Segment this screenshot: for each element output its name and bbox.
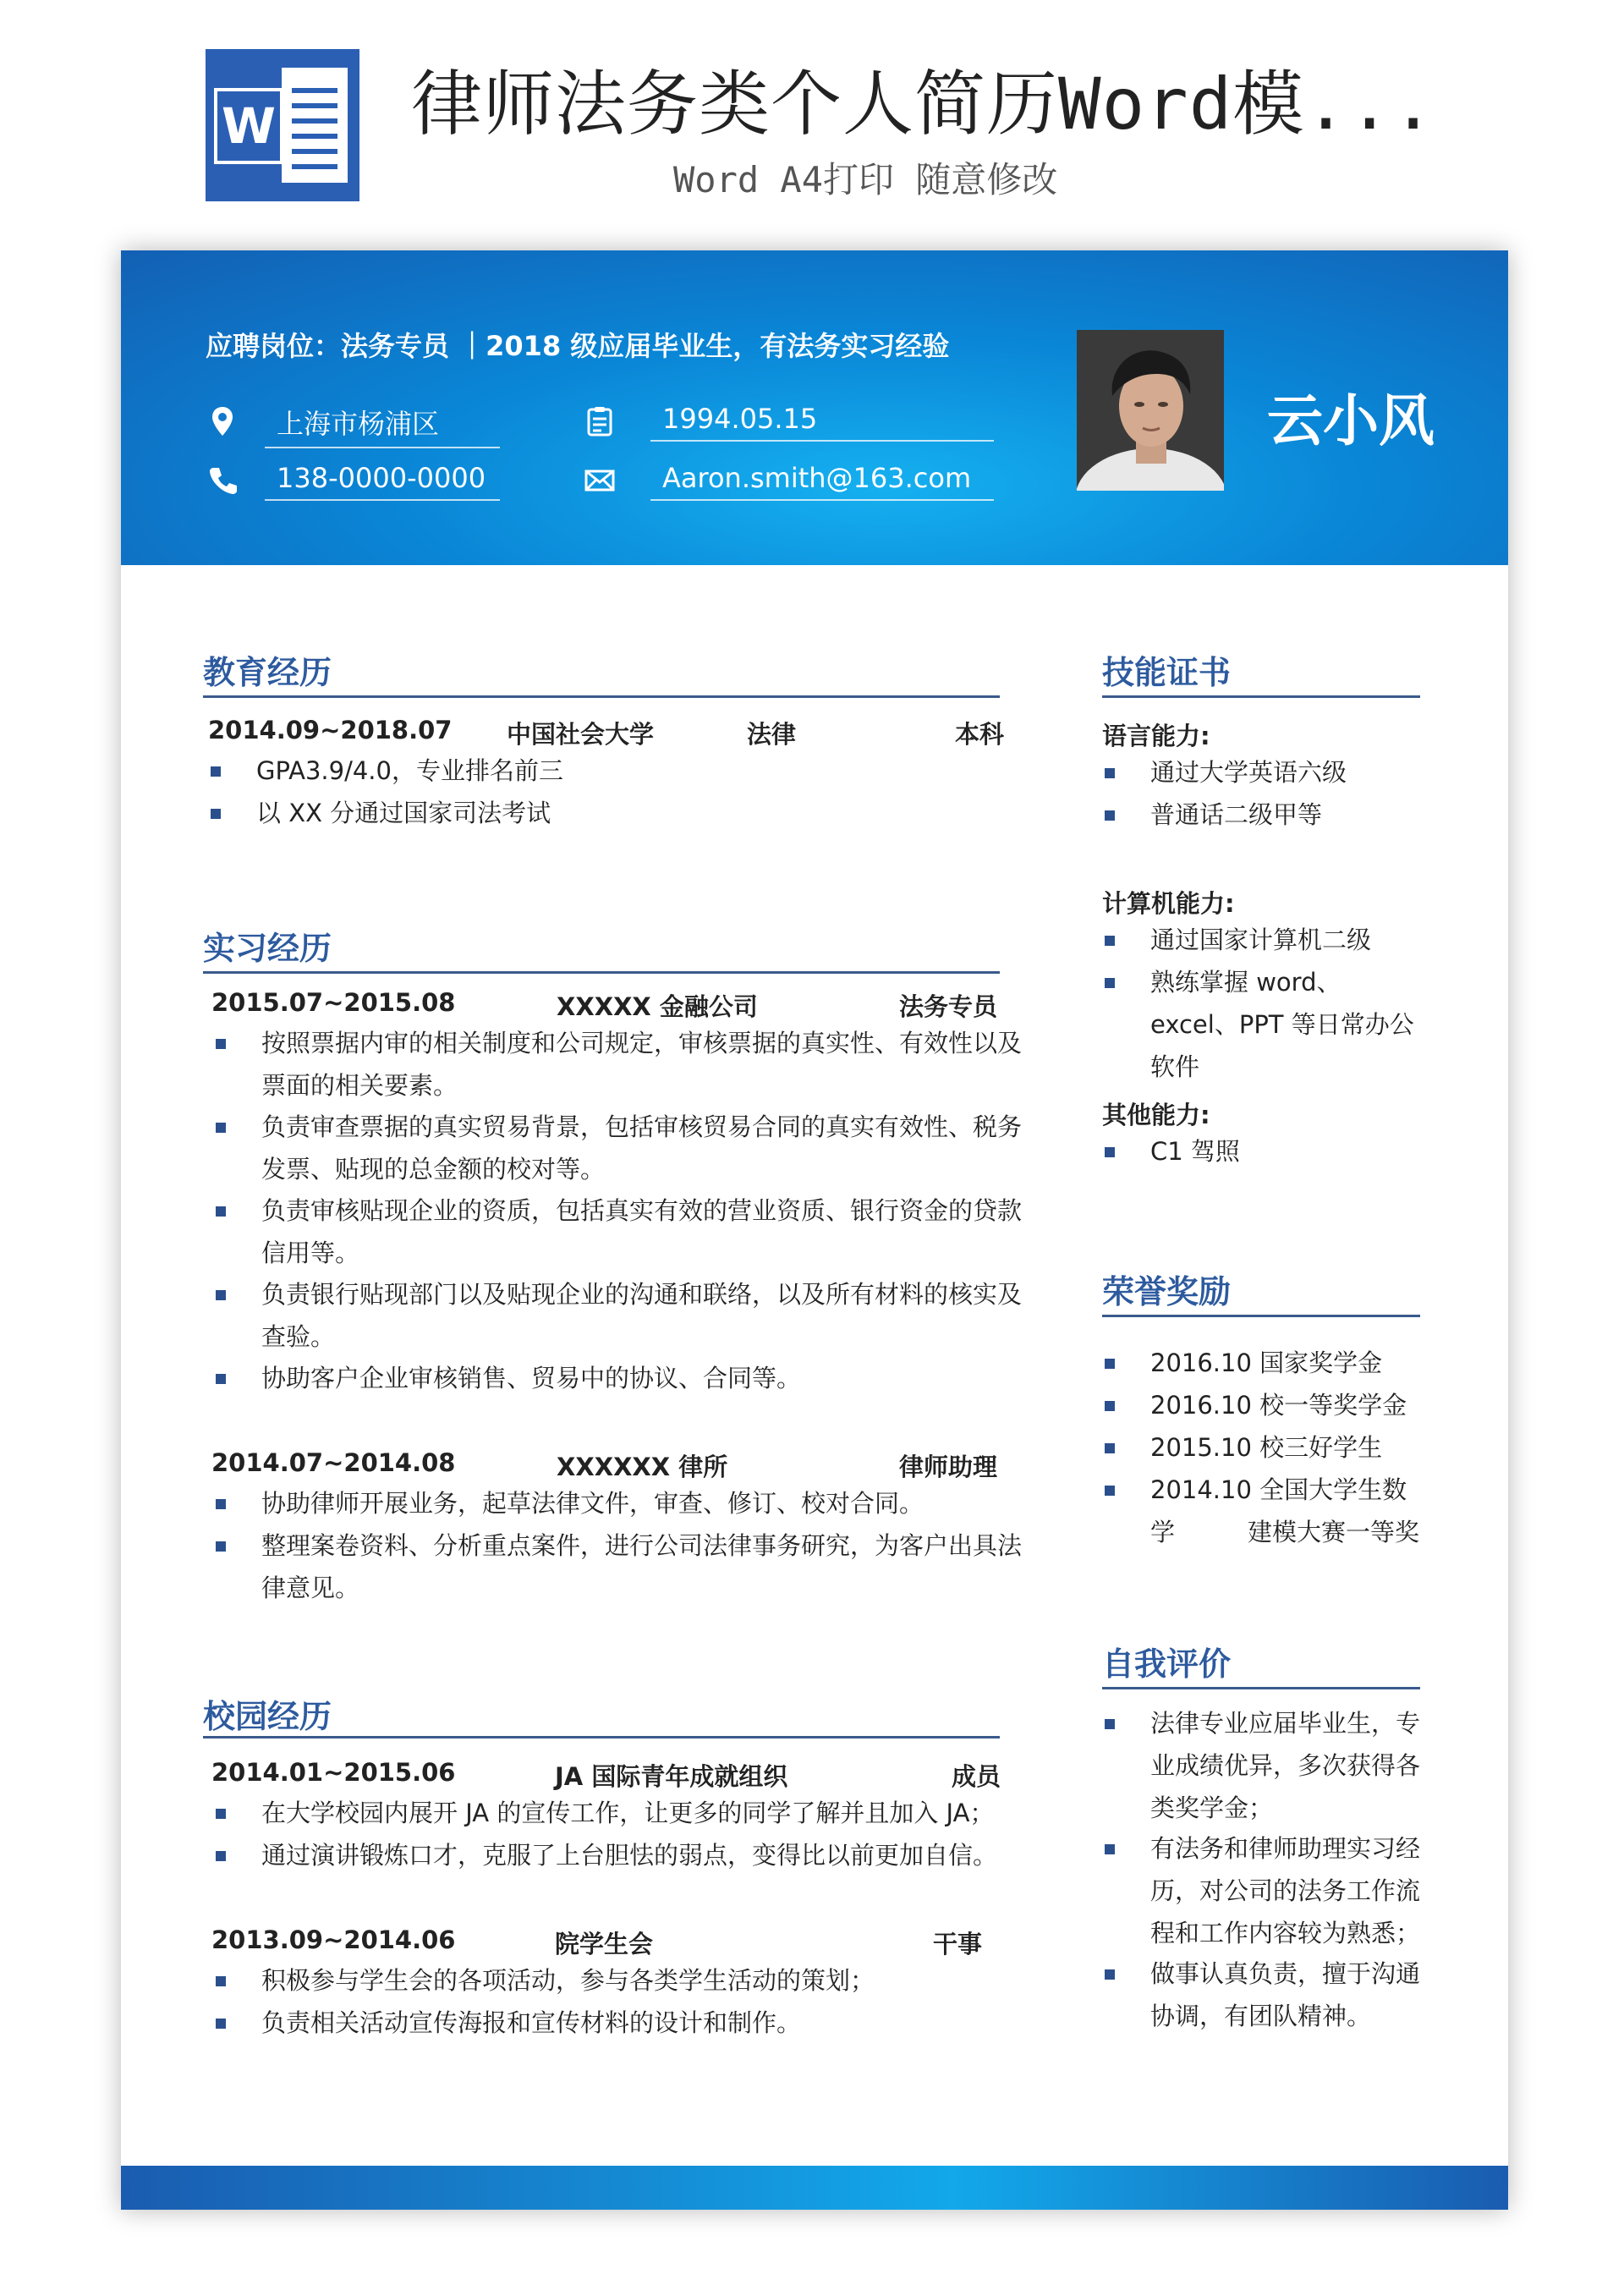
education-divider	[203, 695, 1000, 698]
internship-item: 负责审查票据的真实贸易背景，包括审核贸易合同的真实有效性、税务发票、贴现的总金额的校对等。	[261, 1106, 1023, 1190]
word-logo-icon: W	[206, 49, 359, 201]
campus-date: 2013.09~2014.06	[211, 1925, 456, 1954]
campus-role: 干事	[933, 1930, 983, 1958]
footer-band	[121, 2166, 1508, 2210]
other-label: 其他能力:	[1102, 1101, 1210, 1129]
education-item: 以 XX 分通过国家司法考试	[256, 792, 1001, 834]
internship-item: 负责银行贴现部门以及贴现企业的沟通和联络，以及所有材料的核实及查验。	[261, 1273, 1023, 1358]
internship-item: 协助律师开展业务，起草法律文件，审查、修订、校对合同。	[261, 1482, 1023, 1524]
internship-company: XXXXXX 律所	[557, 1453, 728, 1481]
email-value: Aaron.smith@163.com	[650, 462, 994, 501]
campus-item: 通过演讲锻炼口才，克服了上台胆怯的弱点，变得比以前更加自信。	[261, 1834, 1023, 1876]
campus-date: 2014.01~2015.06	[211, 1758, 456, 1787]
location-pin-icon	[206, 404, 239, 438]
award-item-continued: 建模大赛一等奖	[1248, 1518, 1420, 1546]
resume-page	[121, 250, 1508, 2210]
campus-item: 负责相关活动宣传海报和宣传材料的设计和制作。	[261, 2002, 1023, 2044]
document-subtitle: Word A4打印 随意修改	[673, 159, 1058, 200]
phone-icon	[206, 464, 239, 497]
awards-divider	[1102, 1315, 1420, 1317]
self-eval-item: 法律专业应届毕业生，专业成绩优异，多次获得各类奖学金；	[1150, 1702, 1429, 1829]
envelope-icon	[583, 464, 617, 497]
campus-org: 院学生会	[555, 1930, 654, 1958]
self-eval-title: 自我评价	[1102, 1645, 1232, 1683]
address-value: 上海市杨浦区	[265, 403, 500, 448]
profile-photo	[1077, 330, 1224, 491]
skill-item: 通过大学英语六级	[1150, 751, 1429, 794]
campus-item: 积极参与学生会的各项活动，参与各类学生活动的策划；	[261, 1959, 1023, 2002]
internship-date: 2014.07~2014.08	[211, 1448, 456, 1477]
skill-item: C1 驾照	[1150, 1130, 1429, 1173]
education-item: GPA3.9/4.0，专业排名前三	[256, 750, 1001, 792]
campus-divider	[203, 1736, 1000, 1738]
candidate-name: 云小风	[1267, 388, 1435, 453]
internship-item: 整理案卷资料、分析重点案件，进行公司法律事务研究，为客户出具法律意见。	[261, 1524, 1023, 1609]
internship-title: 实习经历	[203, 930, 332, 967]
self-eval-divider	[1102, 1687, 1420, 1689]
birthday-value: 1994.05.15	[650, 403, 994, 442]
self-eval-item: 有法务和律师助理实习经历，对公司的法务工作流程和工作内容较为熟悉；	[1150, 1827, 1429, 1954]
skills-title: 技能证书	[1102, 654, 1232, 691]
language-label: 语言能力:	[1102, 722, 1210, 750]
job-objective: 应聘岗位：法务专员 ｜2018 级应届毕业生，有法务实习经验	[206, 330, 950, 362]
internship-item: 协助客户企业审核销售、贸易中的协议、合同等。	[261, 1357, 1023, 1399]
self-eval-item: 做事认真负责，擅于沟通协调，有团队精神。	[1150, 1953, 1429, 2037]
internship-item: 按照票据内审的相关制度和公司规定，审核票据的真实性、有效性以及票面的相关要素。	[261, 1022, 1023, 1107]
skill-item: 通过国家计算机二级	[1150, 919, 1429, 961]
awards-title: 荣誉奖励	[1102, 1273, 1232, 1310]
document-title: 律师法务类个人简历Word模...	[411, 63, 1436, 146]
computer-label: 计算机能力:	[1102, 889, 1235, 918]
education-school: 中国社会大学	[507, 720, 655, 749]
education-date: 2014.09~2018.07	[208, 716, 453, 744]
phone-value: 138-0000-0000	[265, 462, 500, 501]
skills-divider	[1102, 695, 1420, 698]
header-band	[121, 250, 1508, 565]
campus-item: 在大学校园内展开 JA 的宣传工作，让更多的同学了解并且加入 JA；	[261, 1792, 1023, 1834]
internship-divider	[203, 971, 1000, 974]
campus-org: JA 国际青年成就组织	[555, 1762, 788, 1791]
campus-role: 成员	[952, 1762, 1001, 1791]
internship-date: 2015.07~2015.08	[211, 988, 456, 1017]
award-item: 2016.10 国家奖学金	[1150, 1342, 1429, 1384]
skill-item: 普通话二级甲等	[1150, 794, 1429, 836]
award-item: 2016.10 校一等奖学金	[1150, 1384, 1429, 1426]
campus-title: 校园经历	[203, 1698, 332, 1735]
internship-company: XXXXX 金融公司	[557, 992, 758, 1021]
award-item: 2015.10 校三好学生	[1150, 1426, 1429, 1469]
internship-role: 法务专员	[899, 992, 998, 1021]
award-item: 2014.10 全国大学生数学	[1150, 1469, 1429, 1553]
internship-role: 律师助理	[899, 1453, 998, 1481]
education-degree: 本科	[955, 720, 1005, 749]
calendar-icon	[583, 404, 617, 438]
education-title: 教育经历	[203, 654, 332, 691]
skill-item: 熟练掌握 word、excel、PPT 等日常办公软件	[1150, 961, 1429, 1088]
education-major: 法律	[747, 720, 797, 749]
internship-item: 负责审核贴现企业的资质，包括真实有效的营业资质、银行资金的贷款信用等。	[261, 1189, 1023, 1274]
